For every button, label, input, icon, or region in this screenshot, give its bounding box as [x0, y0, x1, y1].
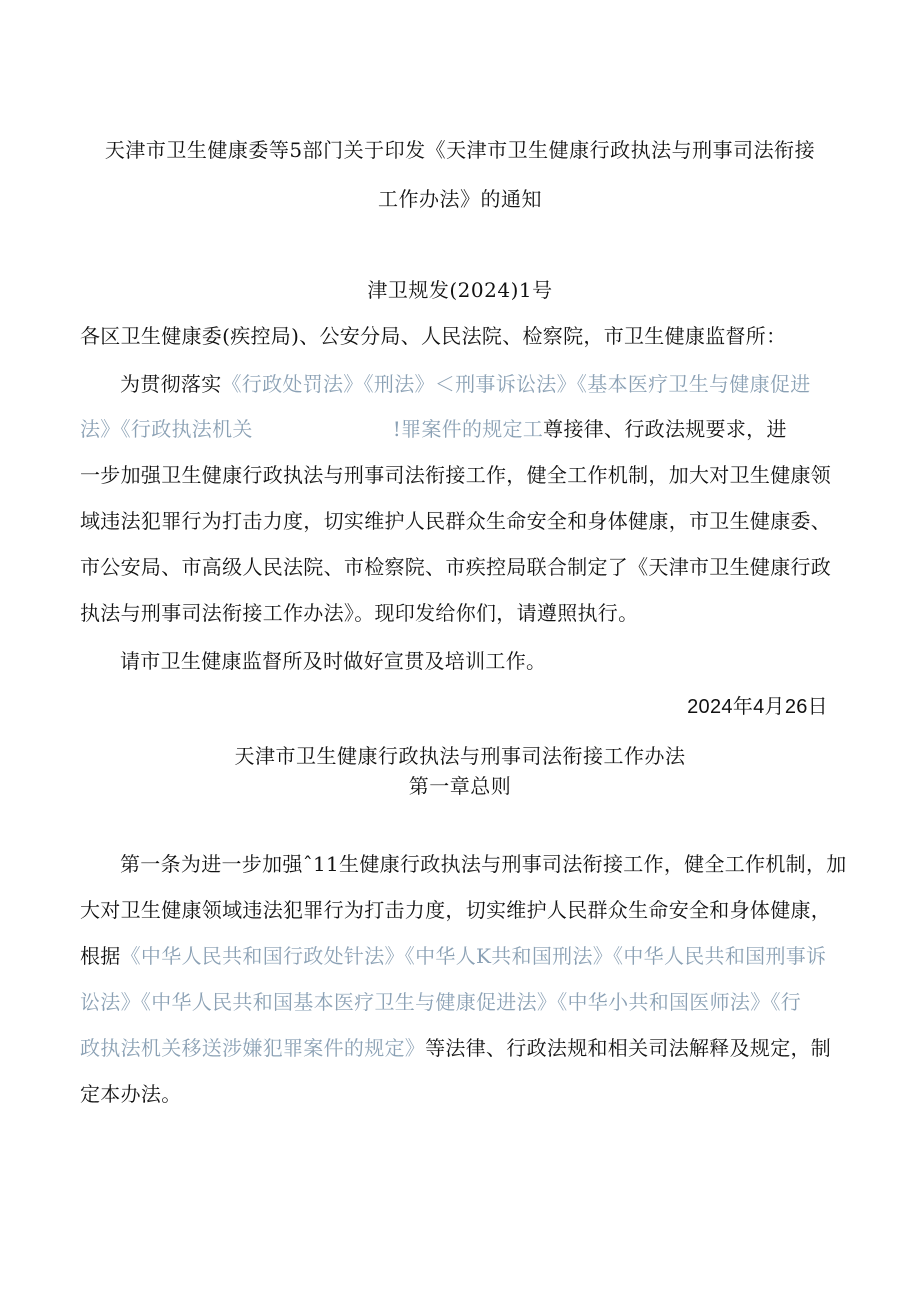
- article1-line-5: [80, 1032, 831, 1061]
- law-citation-link[interactable]: 讼法》《中华人民共和国基本医疗卫生与健康促进法》《中华小共和国医师法》《行: [80, 990, 802, 1014]
- document-title-line-1: 天津市卫生健康委等5部门关于印发《天津市卫生健康行政执法与刑事司法衔接: [104, 138, 816, 162]
- addressee: 各区卫生健康委(疾控局)、公安分局、人民法院、检察院，市卫生健康监督所：: [80, 324, 787, 348]
- law-citation-link[interactable]: 《行政处罚法》《刑法》＜刑事诉讼法》《基本医疗卫生与健康促进: [221, 372, 811, 396]
- article1-line-3-prefix: 根据: [80, 944, 121, 968]
- para1-line-1: [120, 368, 811, 397]
- document-title-line-2: 工作办法》的通知: [378, 187, 542, 211]
- law-citation-link[interactable]: 法》《行政执法机关: [80, 417, 253, 441]
- para1-line-5: 市公安局、市高级人民法院、市检察院、市疾控局联合制定了《天津市卫生健康行政: [80, 555, 832, 579]
- para1-line-2-suffix: 尊接律、行政法规要求，进: [543, 417, 787, 441]
- issue-date: 2024年4月26日: [687, 696, 828, 718]
- article1-line-3: [80, 940, 826, 969]
- law-citation-link[interactable]: !罪案件的规定工: [392, 417, 544, 441]
- para1-line-2: [80, 413, 787, 442]
- regulation-title: 天津市卫生健康行政执法与刑事司法衔接工作办法: [234, 744, 686, 768]
- law-citation-link[interactable]: 《中华人民共和国行政处针法》《中华人K共和国刑法》《中华人民共和国刑事诉: [120, 944, 827, 968]
- article1-line-1: 第一条为进一步加强ˆ11生健康行政执法与刑事司法衔接工作，健全工作机制，加: [120, 852, 847, 876]
- chapter-heading: 第一章总则: [408, 774, 512, 798]
- para1-prefix: 为贯彻落实: [120, 372, 222, 396]
- para1-line-4: 域违法犯罪行为打击力度，切实维护人民群众生命安全和身体健康，市卫生健康委、: [80, 509, 832, 533]
- article1-line-2: 大对卫生健康领域违法犯罪行为打击力度，切实维护人民群众生命安全和身体健康，: [80, 898, 832, 922]
- article1-line-5-suffix: 等法律、行政法规和相关司法解释及规定，制: [425, 1036, 832, 1060]
- para1-line-6: 执法与刑事司法衔接工作办法》。现印发给你们，请遵照执行。: [80, 601, 639, 625]
- para2: 请市卫生健康监督所及时做好宣贯及培训工作。: [120, 649, 547, 673]
- document-number: 津卫规发(2024)1号: [367, 278, 553, 302]
- article1-line-6: 定本办法。: [80, 1082, 182, 1106]
- law-citation-link[interactable]: 政执法机关移送涉嫌犯罪案件的规定》: [80, 1036, 426, 1060]
- para1-line-3: 一步加强卫生健康行政执法与刑事司法衔接工作，健全工作机制，加大对卫生健康领: [80, 463, 832, 487]
